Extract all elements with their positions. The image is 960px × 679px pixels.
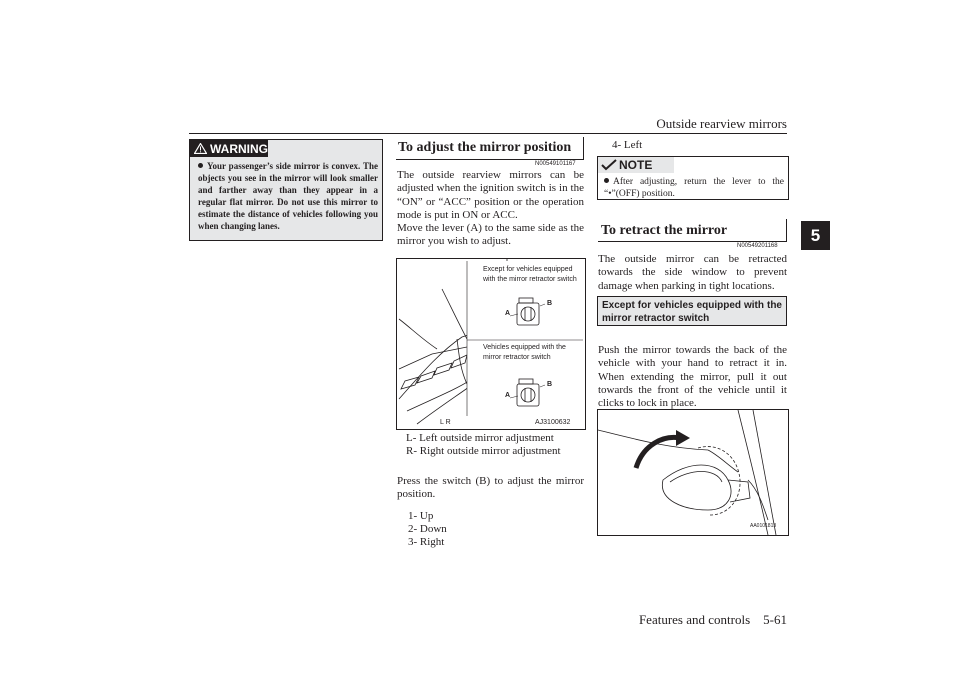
retract-paragraph-2: Push the mirror towards the back of the vehicle with your hand to retract it in. When extending the mirror, pull it out towards the front of the vehicle until it clicks to lock in place.	[598, 344, 787, 410]
adjust-paragraph-3: Press the switch (B) to adjust the mirror position.	[397, 475, 584, 501]
warning-box	[189, 139, 383, 241]
note-label: NOTE	[619, 158, 653, 172]
note-text-block	[604, 176, 784, 200]
figure-bottom-marks: L R	[440, 419, 451, 426]
footer-section-name: Features and controls	[638, 612, 751, 627]
mirror-switch-figure	[396, 258, 586, 430]
footer-page-number: 5-61	[763, 612, 787, 627]
chapter-tab: 5	[801, 221, 830, 250]
warning-label: WARNING	[210, 141, 268, 156]
page-header-title: Outside rearview mirrors	[656, 116, 787, 131]
direction-up: 1- Up	[408, 510, 434, 522]
legend-left: L- Left outside mirror adjustment	[406, 432, 554, 444]
retract-paragraph-1: The outside mirror can be retracted towards the side window to prevent damage when parking in tight locations.	[598, 253, 787, 292]
adjust-section-code: N00549101167	[535, 161, 576, 167]
adjust-title-rule	[396, 159, 584, 160]
figure-ref-b-bottom: B	[547, 381, 553, 388]
adjust-paragraph-1: The outside rearview mirrors can be adjusted when the ignition switch is in the “ON” or “ACC” position or the operation mode is put in ON or ACC.	[397, 169, 584, 221]
retract-section-title: To retract the mirror	[601, 223, 728, 238]
retract-section-code: N00549201168	[737, 243, 778, 249]
adjust-title-vrule	[583, 137, 584, 160]
direction-down: 2- Down	[408, 523, 447, 535]
mirror-retract-figure	[597, 409, 789, 536]
bullet-icon	[198, 163, 203, 168]
adjust-paragraph-2: Move the lever (A) to the same side as the mirror you wish to adjust.	[397, 222, 584, 248]
figure-ref-a-top: A	[505, 310, 511, 317]
page-footer	[639, 612, 787, 628]
legend-right: R- Right outside mirror adjustment	[406, 445, 561, 457]
bullet-icon	[604, 178, 609, 183]
figure-code: AJ3100632	[535, 419, 571, 426]
warning-triangle-icon	[194, 143, 207, 154]
direction-right: 3- Right	[408, 536, 445, 548]
warning-header	[190, 140, 268, 157]
note-box	[597, 156, 789, 200]
figure-ref-b-top: B	[547, 300, 553, 307]
retract-title-rule	[598, 241, 786, 242]
retract-figure-code: AA0101813	[750, 523, 777, 529]
warning-text-block	[198, 160, 378, 232]
adjust-section-title: To adjust the mirror position	[398, 140, 572, 155]
figure-label-top: Except for vehicles equipped with the mirror retractor switch	[483, 266, 577, 283]
retract-title-vrule	[786, 219, 787, 242]
retract-subheading: Except for vehicles equipped with the mirror retractor switch	[597, 296, 787, 326]
header-rule	[189, 133, 787, 134]
direction-left: 4- Left	[612, 139, 643, 151]
figure-label-bottom: Vehicles equipped with the mirror retractor switch	[483, 344, 566, 361]
warning-text: Your passenger’s side mirror is convex. The objects you see in the mirror will look smaller and farther away than they appear in a regular flat mirror. Do not use this mirror to estimate the distance of vehicles following you when changing lanes.	[198, 161, 378, 231]
figure-ref-a-bottom: A	[505, 392, 511, 399]
note-text: After adjusting, return the lever to the “•”(OFF) position.	[604, 177, 784, 199]
note-checkmark-icon	[601, 159, 617, 171]
mirror-retract-illustration	[598, 410, 788, 535]
note-header	[598, 157, 674, 173]
